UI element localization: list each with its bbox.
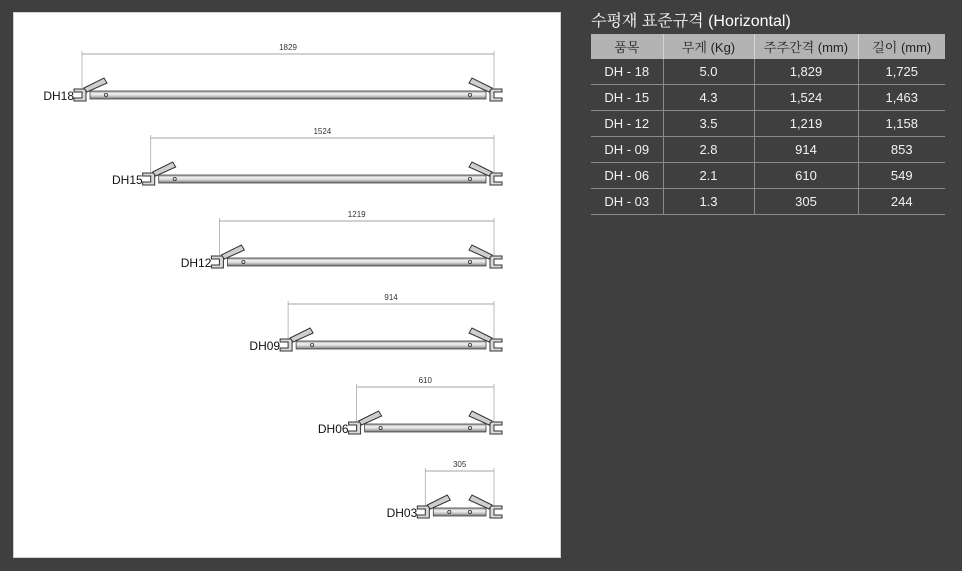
dimension-label: 305 (452, 460, 467, 469)
ledger-tube (433, 508, 486, 516)
ledger-row (387, 460, 502, 520)
cell-length: 1,158 (858, 111, 945, 137)
table-row (591, 59, 945, 85)
dimension-label: 1829 (279, 43, 297, 52)
header-weight: 무게 (Kg) (663, 34, 754, 59)
ledger-tube (296, 341, 486, 349)
ledger-row (181, 210, 502, 270)
table-title: 수평재 표준규격 (Horizontal) (591, 13, 791, 30)
dimension-label: 1524 (313, 127, 332, 136)
dimension-label: 610 (418, 376, 432, 385)
cell-length: 1,725 (858, 59, 945, 85)
cell-weight: 2.1 (663, 163, 754, 189)
cell-weight: 4.3 (663, 85, 754, 111)
ledger-row (318, 376, 502, 436)
cell-length: 244 (858, 189, 945, 215)
cell-item: DH - 15 (591, 85, 663, 111)
horizontal-ledger-figure (13, 12, 561, 558)
table-row (591, 137, 945, 163)
cell-weight: 2.8 (663, 137, 754, 163)
cell-spacing: 1,524 (754, 85, 858, 111)
table-row (591, 111, 945, 137)
header-item: 품목 (591, 34, 663, 59)
cell-length: 1,463 (858, 85, 945, 111)
dimension-label: 914 (384, 293, 398, 302)
table-row (591, 85, 945, 111)
header-length: 길이 (mm) (858, 34, 945, 59)
spec-table-panel (591, 10, 946, 215)
cell-weight: 5.0 (663, 59, 754, 85)
cell-spacing: 305 (754, 189, 858, 215)
ledger-code-label: DH12 (180, 256, 212, 270)
ledger-tube (159, 175, 486, 183)
ledger-row (43, 43, 502, 103)
ledger-row (112, 127, 502, 187)
cell-item: DH - 06 (591, 163, 663, 189)
cell-item: DH - 09 (591, 137, 663, 163)
cell-weight: 1.3 (663, 189, 754, 215)
table-header-row (591, 34, 945, 59)
cell-spacing: 914 (754, 137, 858, 163)
cell-item: DH - 18 (591, 59, 663, 85)
cell-spacing: 610 (754, 163, 858, 189)
table-row (591, 189, 945, 215)
header-spacing: 주주간격 (mm) (754, 34, 858, 59)
ledger-tube (365, 424, 486, 432)
spec-table (591, 34, 945, 215)
ledger-tube (90, 91, 486, 99)
ledger-diagram (14, 13, 562, 559)
ledger-code-label: DH15 (112, 173, 143, 187)
ledger-row (249, 293, 502, 353)
ledger-code-label: DH03 (386, 506, 418, 520)
cell-length: 549 (858, 163, 945, 189)
cell-length: 853 (858, 137, 945, 163)
cell-item: DH - 03 (591, 189, 663, 215)
table-row (591, 163, 945, 189)
cell-weight: 3.5 (663, 111, 754, 137)
cell-spacing: 1,219 (754, 111, 858, 137)
ledger-tube (227, 258, 486, 266)
ledger-code-label: DH09 (249, 339, 281, 353)
cell-spacing: 1,829 (754, 59, 858, 85)
cell-item: DH - 12 (591, 111, 663, 137)
ledger-code-label: DH18 (43, 89, 74, 103)
ledger-code-label: DH06 (317, 422, 349, 436)
dimension-label: 1219 (347, 210, 366, 219)
